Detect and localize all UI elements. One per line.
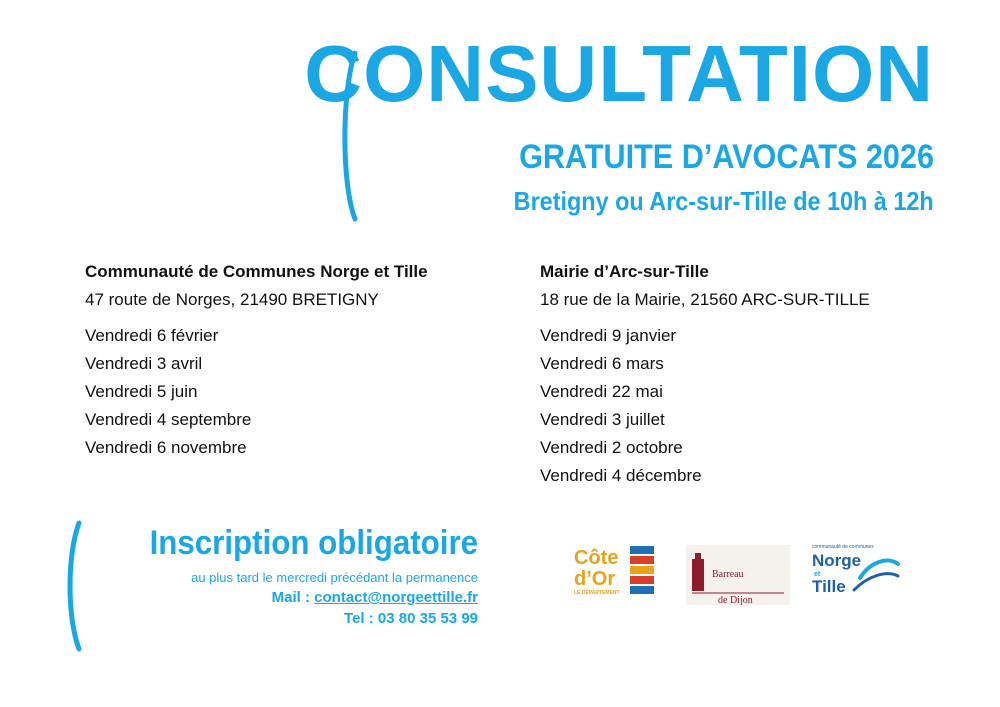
date-item: Vendredi 4 septembre	[85, 410, 252, 429]
location-bretigny	[85, 258, 428, 462]
mail-label: Mail :	[271, 589, 315, 606]
cote-dor-line2: d’Or	[574, 568, 616, 590]
date-item: Vendredi 6 février	[85, 326, 219, 345]
cote-dor-logo	[572, 542, 662, 602]
cote-dor-line1: Côte	[574, 547, 619, 569]
barreau-line2: de Dijon	[718, 595, 753, 605]
norge-et-tille-logo	[810, 542, 902, 602]
inscription-note: au plus tard le mercredi précédant la permanence	[191, 570, 478, 585]
decorative-bracket-bottom	[62, 520, 84, 652]
inscription-phone: Tel : 03 80 35 53 99	[344, 610, 478, 627]
location-address: 18 rue de la Mairie, 21560 ARC-SUR-TILLE	[540, 290, 870, 309]
date-item: Vendredi 3 avril	[85, 354, 203, 373]
date-item: Vendredi 9 janvier	[540, 326, 677, 345]
date-item: Vendredi 6 mars	[540, 354, 664, 373]
location-name: Communauté de Communes Norge et Tille	[85, 262, 428, 281]
date-item: Vendredi 3 juillet	[540, 410, 665, 429]
date-item: Vendredi 22 mai	[540, 382, 663, 401]
location-address: 47 route de Norges, 21490 BRETIGNY	[85, 290, 379, 309]
barreau-line1: Barreau	[712, 569, 744, 580]
location-arc-sur-tille	[540, 258, 870, 490]
cote-dor-tag: LE DÉPARTEMENT	[574, 590, 620, 596]
schedule-summary: Bretigny ou Arc-sur-Tille de 10h à 12h	[513, 186, 934, 216]
date-item: Vendredi 4 décembre	[540, 466, 702, 485]
date-list	[540, 322, 870, 490]
inscription-block	[121, 526, 478, 627]
page-title: CONSULTATION	[304, 29, 934, 118]
date-item: Vendredi 2 octobre	[540, 438, 683, 457]
inscription-mail	[121, 589, 478, 606]
date-list	[85, 322, 428, 462]
date-item: Vendredi 6 novembre	[85, 438, 247, 457]
norge-mid: et	[814, 571, 821, 578]
norge-top-text: communauté de communes	[812, 544, 874, 550]
date-item: Vendredi 5 juin	[85, 382, 198, 401]
barreau-dijon-logo	[686, 545, 790, 605]
mail-link[interactable]: contact@norgeettille.fr	[314, 589, 478, 606]
inscription-heading: Inscription obligatoire	[149, 524, 478, 562]
norge-line2: Tille	[812, 577, 846, 596]
page-subtitle: GRATUITE D’AVOCATS 2026	[519, 138, 934, 176]
norge-line1: Norge	[812, 551, 862, 570]
location-name: Mairie d’Arc-sur-Tille	[540, 262, 709, 281]
